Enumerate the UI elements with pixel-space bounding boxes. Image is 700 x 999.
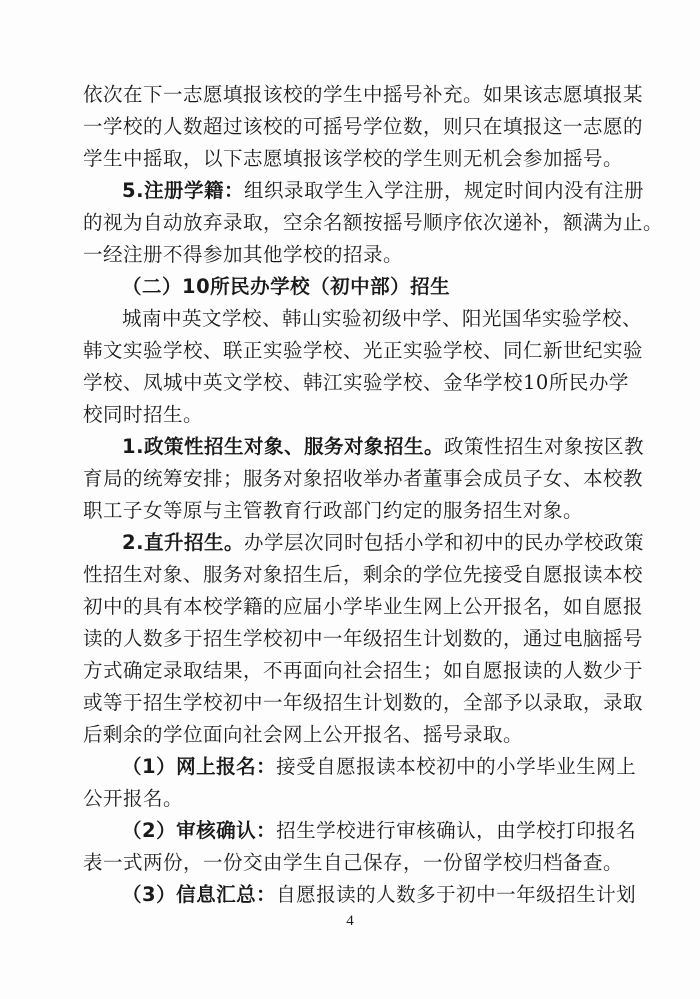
line-text: 一学校的人数超过该校的可摇号学位数，则只在填报这一志愿的 [83, 115, 644, 138]
line-text: 组织录取学生入学注册，规定时间内没有注册 [243, 179, 644, 202]
line-text: 一经注册不得参加其他学校的招录。 [83, 243, 404, 266]
line-text: 的视为自动放弃录取，空余名额按摇号顺序依次递补，额满为止。 [83, 211, 664, 234]
line-text: 表一式两份，一份交由学生自己保存，一份留学校归档备查。 [83, 851, 624, 874]
line-text: 接受自愿报读本校初中的小学毕业生网上 [276, 755, 637, 778]
line-text: 公开报名。 [83, 787, 184, 810]
line-text: 自愿报读的人数多于初中一年级招生计划 [276, 883, 637, 906]
body-line [122, 434, 644, 460]
body-line [83, 786, 183, 812]
item-heading: 1.政策性招生对象、服务对象招生。 [122, 435, 444, 458]
body-line [83, 146, 623, 172]
line-text: 城南中英文学校、韩山实验初级中学、阳光国华实验学校、 [122, 307, 643, 330]
page-number: 4 [346, 913, 354, 929]
line-text: 校同时招生。 [83, 403, 204, 426]
line-text: 育局的统筹安排；服务对象招收举办者董事会成员子女、本校教 [83, 467, 644, 490]
body-line [122, 530, 644, 556]
item-heading: （1）网上报名： [122, 755, 277, 778]
body-line [83, 370, 629, 396]
section-title: （二）10所民办学校（初中部）招生 [122, 275, 451, 298]
section-heading [122, 274, 450, 300]
body-line [83, 466, 643, 492]
body-line [83, 82, 643, 108]
body-line [83, 210, 663, 236]
body-line [83, 594, 643, 620]
line-text: 招生学校进行审核确认，由学校打印报名 [276, 819, 637, 842]
body-line [83, 498, 583, 524]
body-line [122, 306, 642, 332]
line-text: 政策性招生对象按区教 [443, 435, 644, 458]
line-text: 依次在下一志愿填报该校的学生中摇号补充。如果该志愿填报某 [83, 83, 644, 106]
body-line [83, 114, 643, 140]
item-heading: （3）信息汇总： [122, 883, 277, 906]
item-heading: 5.注册学籍： [122, 179, 244, 202]
body-line [83, 562, 643, 588]
body-line [122, 754, 636, 780]
line-text: 学生中摇取，以下志愿填报该学校的学生则无机会参加摇号。 [83, 147, 624, 170]
body-line [83, 722, 523, 748]
body-line [122, 882, 636, 908]
body-line [122, 178, 644, 204]
line-text: 初中的具有本校学籍的应届小学毕业生网上公开报名，如自愿报 [83, 595, 644, 618]
line-text: 后剩余的学位面向社会网上公开报名、摇号录取。 [83, 723, 524, 746]
body-line [83, 626, 643, 652]
item-heading: 2.直升招生。 [122, 531, 244, 554]
body-line [83, 338, 643, 364]
line-text: 读的人数多于招生学校初中一年级招生计划数的，通过电脑摇号 [83, 627, 644, 650]
line-text: 学校、凤城中英文学校、韩江实验学校、金华学校10所民办学 [83, 371, 629, 394]
line-text: 职工子女等原与主管教育行政部门约定的服务招生对象。 [83, 499, 584, 522]
line-text: 韩文实验学校、联正实验学校、光正实验学校、同仁新世纪实验 [83, 339, 644, 362]
body-line [83, 402, 203, 428]
body-line [83, 658, 643, 684]
body-line [83, 850, 623, 876]
line-text: 性招生对象、服务对象招生后，剩余的学位先接受自愿报读本校 [83, 563, 644, 586]
line-text: 或等于招生学校初中一年级招生计划数的，全部予以录取，录取 [83, 691, 644, 714]
line-text: 方式确定录取结果，不再面向社会招生；如自愿报读的人数少于 [83, 659, 644, 682]
line-text: 办学层次同时包括小学和初中的民办学校政策 [243, 531, 644, 554]
item-heading: （2）审核确认： [122, 819, 277, 842]
body-line [83, 242, 403, 268]
body-line [83, 690, 643, 716]
body-line [122, 818, 636, 844]
